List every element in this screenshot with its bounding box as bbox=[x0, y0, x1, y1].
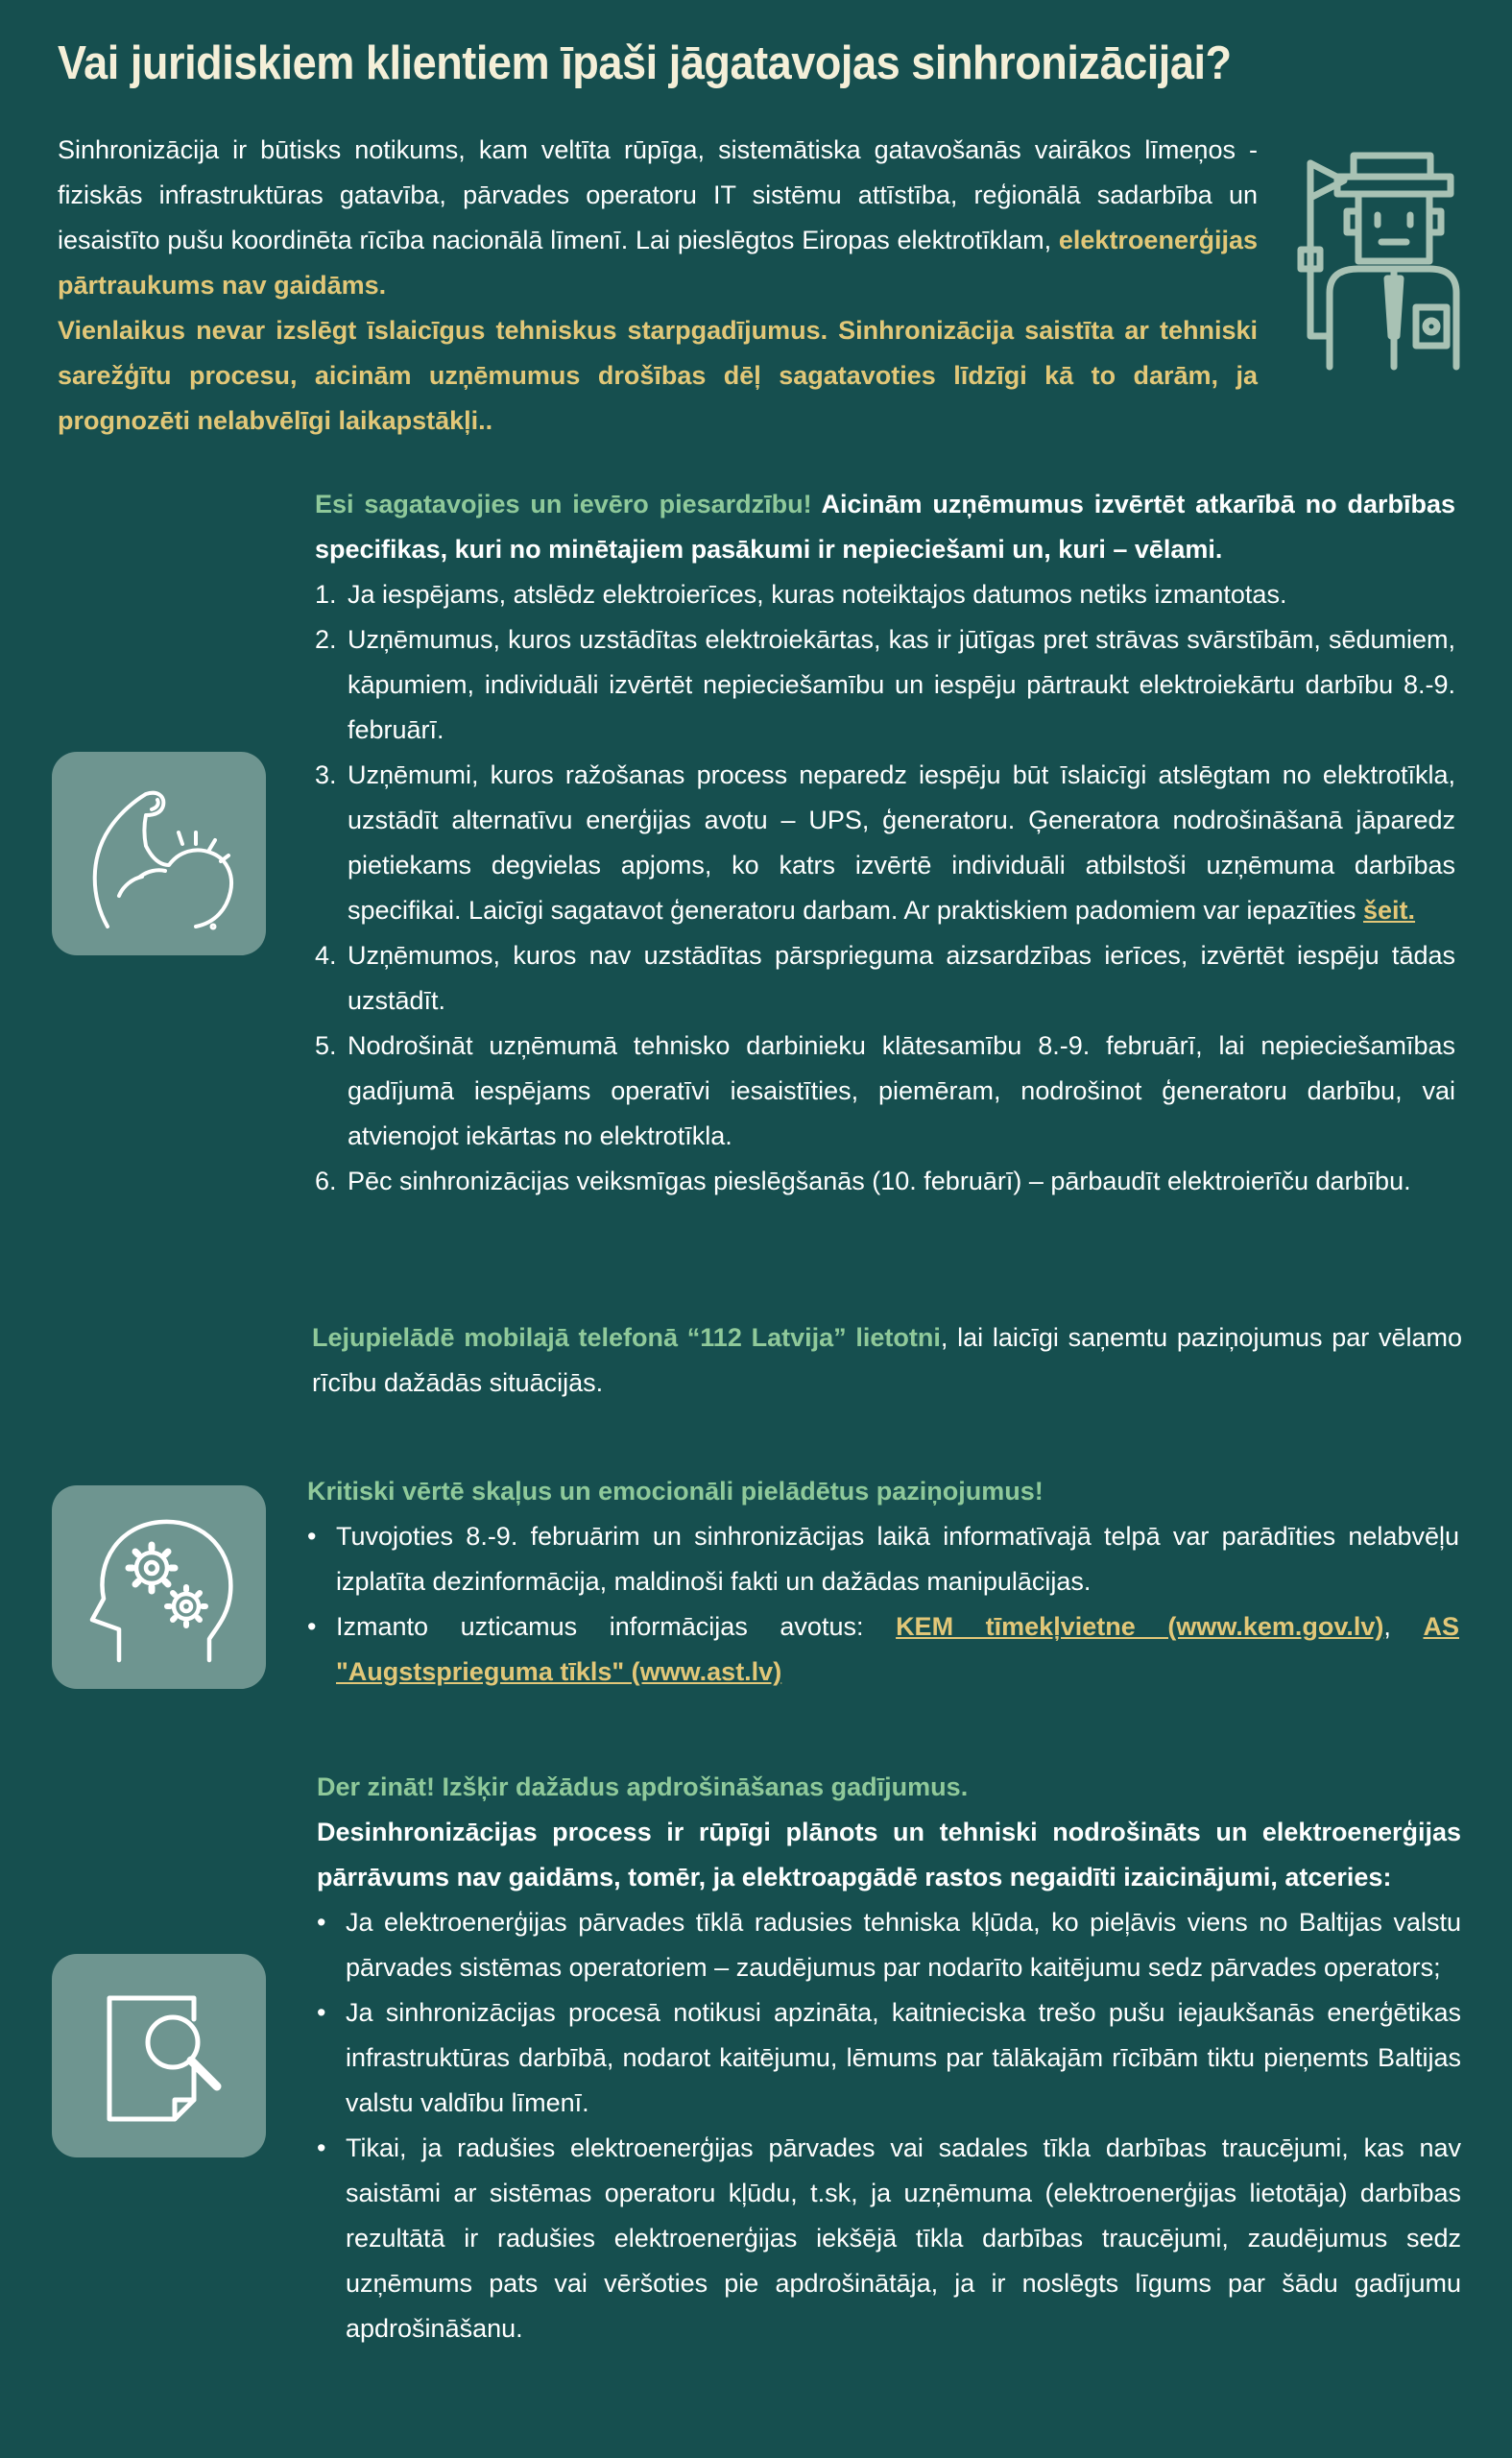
page-title: Vai juridiskiem klientiem īpaši jāgatavojas sinhronizācijai? bbox=[58, 37, 1232, 89]
intro-highlight: elektroenerģijas pārtraukums nav gaidāms. bbox=[58, 226, 1258, 300]
list-item-text: Izmanto uzticamus informācijas avotus: bbox=[336, 1612, 897, 1641]
list-item-number: 2. bbox=[315, 625, 337, 654]
intro-paragraph bbox=[58, 128, 1258, 444]
list-item bbox=[307, 1604, 1459, 1695]
app-download-text: , lai laicīgi saņemtu paziņojumus par vēlamo rīcību dažādās situācijās. bbox=[312, 1323, 1462, 1397]
section3-subheading: Desinhronizācijas process ir rūpīgi plānots un tehniski nodrošināts un elektroenerģijas pārrāvums nav gaidāms, tomēr, ja elektroapgādē rastos negaidīti izaicinājumi, atceries: bbox=[317, 1818, 1461, 1892]
mind-icon-box bbox=[52, 1485, 266, 1689]
list-item-number: 1. bbox=[315, 580, 337, 609]
list-item bbox=[315, 572, 1455, 617]
section1-heading bbox=[315, 482, 1455, 572]
list-item bbox=[315, 1159, 1455, 1204]
link-separator: , bbox=[1383, 1612, 1424, 1641]
head-gears-icon bbox=[52, 1485, 266, 1689]
list-item-text: Nodrošināt uzņēmumā tehnisko darbinieku klātesamību 8.-9. februārī, lai nepieciešamības gadījumā iespējams operatīvi iesaistīties, piemēram, nodrošinot ģeneratoru darbību, vai atvienojot iekārtas no elektrotīkla. bbox=[348, 1031, 1455, 1150]
document-magnifier-icon bbox=[52, 1954, 266, 2157]
section3-heading: Der zināt! Izšķir dažādus apdrošināšanas gadījumus. bbox=[317, 1772, 969, 1801]
search-icon-box bbox=[52, 1954, 266, 2157]
practical-tips-link[interactable]: šeit. bbox=[1363, 896, 1416, 925]
list-item-text: Uzņēmumi, kuros ražošanas process neparedz iespēju būt īslaicīgi atslēgtam no elektrotīkla, uzstādīt alternatīvu enerģijas avotu – UPS, ģeneratoru. Ģeneratora nodrošināšanā jāparedz pietiekams degvielas apjoms, ko katrs izvērtē individuāli atbilstoši uzņēmuma darbības specifikai. Laicīgi sagatavot ģeneratoru darbam. Ar praktiskiem padomiem var iepazīties bbox=[348, 760, 1455, 925]
explorer-person-icon bbox=[1291, 144, 1469, 374]
list-item bbox=[315, 933, 1455, 1024]
list-item bbox=[317, 1990, 1461, 2126]
list-item bbox=[317, 2126, 1461, 2351]
list-item-text: Uzņēmumus, kuros uzstādītas elektroiekārtas, kas ir jūtīgas pret strāvas svārstībām, sēdumiem, kāpumiem, individuāli izvērtēt nepieciešamību un iespēju pārtraukt elektroiekārtu darbību 8.-9. februārī. bbox=[348, 625, 1455, 744]
strength-icon-box bbox=[52, 752, 266, 955]
list-item-text: Uzņēmumos, kuros nav uzstādītas pārsprieguma aizsardzības ierīces, izvērtēt iespēju tādas uzstādīt. bbox=[348, 941, 1455, 1015]
section2-heading: Kritiski vērtē skaļus un emocionāli pielādētus paziņojumus! bbox=[307, 1477, 1044, 1506]
list-item-text: Ja iespējams, atslēdz elektroierīces, kuras noteiktajos datumos netiks izmantotas. bbox=[348, 580, 1287, 609]
list-item-text: Tuvojoties 8.-9. februārim un sinhronizācijas laikā informatīvajā telpā var parādīties nelabvēļu izplatīta dezinformācija, maldinoši fakti un dažādas manipulācijas. bbox=[336, 1522, 1459, 1596]
flexed-arm-icon bbox=[52, 752, 266, 955]
list-item-text: Tikai, ja radušies elektroenerģijas pārvades vai sadales tīkla darbības traucējumi, kas nav saistāmi ar sistēmas operatoru kļūdu, t.sk, ja uzņēmuma (elektroenerģijas lietotāja) darbības rezultātā ir radušies elektroenerģijas iekšējā tīkla darbības traucējumi, zaudējumus sedz uzņēmums pats vai vēršoties pie apdrošinātāja, ja ir noslēgts līgums par šādu gadījumu apdrošināšanu. bbox=[346, 2133, 1461, 2343]
list-item bbox=[307, 1514, 1459, 1604]
section3 bbox=[317, 1765, 1461, 2351]
intro-warning: Vienlaikus nevar izslēgt īslaicīgus tehniskus starpgadījumus. Sinhronizācija saistīta ar tehniski sarežģītu procesu, aicinām uzņēmumus drošības dēļ sagatavoties līdzīgi kā to darām, ja prognozēti nelabvēlīgi laikapstākļi.. bbox=[58, 316, 1258, 435]
list-item-number: 6. bbox=[315, 1167, 337, 1195]
list-item bbox=[317, 1900, 1461, 1990]
section2 bbox=[307, 1469, 1459, 1695]
app-download-green: Lejupielādē mobilajā telefonā “112 Latvija” lietotni bbox=[312, 1323, 941, 1352]
app-download-paragraph bbox=[312, 1315, 1462, 1406]
list-item-number: 3. bbox=[315, 760, 337, 789]
list-item bbox=[315, 1024, 1455, 1159]
list-item-text: Ja sinhronizācijas procesā notikusi apzināta, kaitnieciska trešo pušu iejaukšanās enerģētikas infrastruktūras darbībā, nodarot kaitējumu, lēmums par tālākajām rīcībām tiktu pieņemts Baltijas valstu valdību līmenī. bbox=[346, 1998, 1461, 2117]
list-item-number: 4. bbox=[315, 941, 337, 970]
intro-text: Sinhronizācija ir būtisks notikums, kam veltīta rūpīga, sistemātiska gatavošanās vairākos līmeņos - fiziskās infrastruktūras gatavība, pārvades operatoru IT sistēmu attīstība, reģionālā sadarbība un iesaistīto pušu koordinēta rīcība nacionālā līmenī. Lai pieslēgtos Eiropas elektrotīklam, bbox=[58, 135, 1258, 254]
section1-list bbox=[315, 572, 1455, 1204]
section1-heading-white: Aicinām uzņēmumus izvērtēt atkarībā no darbības specifikas, kuri no minētajiem pasākumi ir nepieciešami un, kuri – vēlami. bbox=[315, 490, 1455, 564]
kem-website-link[interactable]: KEM tīmekļvietne (www.kem.gov.lv) bbox=[896, 1612, 1384, 1641]
section1-heading-green: Esi sagatavojies un ievēro piesardzību! bbox=[315, 490, 812, 518]
list-item-text: Pēc sinhronizācijas veiksmīgas pieslēgšanās (10. februārī) – pārbaudīt elektroierīču darbību. bbox=[348, 1167, 1411, 1195]
list-item-number: 5. bbox=[315, 1031, 337, 1060]
ast-website-link[interactable]: AS "Augstsprieguma tīkls" (www.ast.lv) bbox=[336, 1612, 1459, 1686]
list-item bbox=[315, 753, 1455, 933]
list-item bbox=[315, 617, 1455, 753]
list-item-text: Ja elektroenerģijas pārvades tīklā radusies tehniska kļūda, ko pieļāvis viens no Baltijas valstu pārvades sistēmas operatoriem – zaudējumus par nodarīto kaitējumu sedz pārvades operators; bbox=[346, 1908, 1461, 1982]
